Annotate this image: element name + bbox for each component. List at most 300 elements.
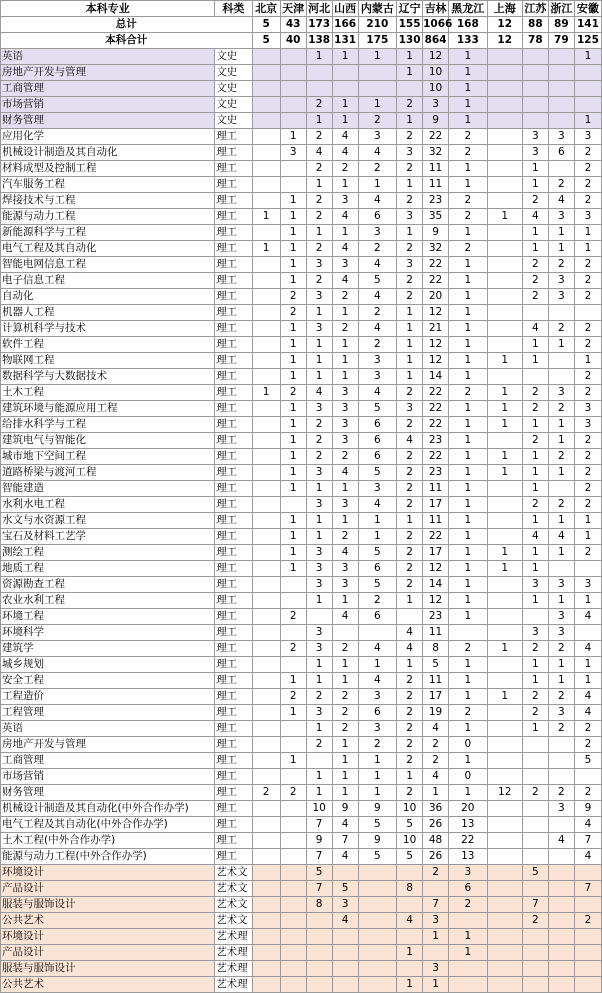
- quota-cell: 1: [548, 673, 574, 689]
- table-row: [1, 465, 602, 481]
- quota-cell: [280, 593, 306, 609]
- quota-cell: 1: [397, 65, 423, 81]
- quota-cell: 3: [306, 641, 332, 657]
- quota-cell: [358, 625, 396, 641]
- category-cell: 理工: [215, 785, 252, 801]
- quota-cell: 2: [306, 417, 332, 433]
- quota-cell: [252, 817, 280, 833]
- table-row: [1, 593, 602, 609]
- quota-cell: 4: [358, 145, 396, 161]
- quota-cell: [332, 945, 358, 961]
- major-name: 物联网工程: [1, 353, 215, 369]
- major-name: 计算机科学与技术: [1, 321, 215, 337]
- quota-cell: 1: [548, 593, 574, 609]
- quota-cell: [252, 625, 280, 641]
- quota-cell: 4: [332, 609, 358, 625]
- quota-cell: 3: [397, 145, 423, 161]
- quota-cell: 1: [522, 417, 548, 433]
- quota-cell: 1: [487, 401, 522, 417]
- quota-cell: [548, 865, 574, 881]
- quota-cell: 11: [423, 513, 449, 529]
- quota-cell: [548, 881, 574, 897]
- quota-cell: 3: [574, 209, 601, 225]
- quota-cell: 4: [397, 641, 423, 657]
- quota-cell: 3: [332, 433, 358, 449]
- quota-cell: 1: [280, 353, 306, 369]
- total-value: 88: [522, 17, 548, 33]
- quota-cell: 4: [358, 385, 396, 401]
- quota-cell: 1: [397, 513, 423, 529]
- quota-cell: [252, 465, 280, 481]
- quota-cell: 3: [522, 129, 548, 145]
- quota-cell: 3: [548, 385, 574, 401]
- category-cell: 理工: [215, 177, 252, 193]
- province-header: 河北: [308, 2, 331, 15]
- quota-cell: 1: [397, 977, 423, 993]
- quota-cell: [252, 801, 280, 817]
- category-cell: 理工: [215, 641, 252, 657]
- table-row: [1, 401, 602, 417]
- total-value: 864: [423, 33, 449, 49]
- quota-cell: 3: [306, 577, 332, 593]
- quota-cell: 1: [449, 929, 487, 945]
- table-row: [1, 897, 602, 913]
- quota-cell: [487, 881, 522, 897]
- quota-cell: [487, 673, 522, 689]
- quota-cell: 1: [397, 945, 423, 961]
- table-row: [1, 497, 602, 513]
- major-name: 公共艺术: [1, 913, 215, 929]
- quota-cell: 1: [306, 225, 332, 241]
- quota-cell: 3: [306, 401, 332, 417]
- major-name: 财务管理: [1, 113, 215, 129]
- quota-cell: 2: [306, 273, 332, 289]
- quota-cell: [487, 289, 522, 305]
- quota-cell: 3: [423, 913, 449, 929]
- quota-cell: 3: [306, 465, 332, 481]
- table-row: [1, 801, 602, 817]
- quota-cell: 4: [574, 705, 601, 721]
- quota-cell: 7: [574, 833, 601, 849]
- major-name: 宝石及材料工艺学: [1, 529, 215, 545]
- quota-cell: 2: [306, 129, 332, 145]
- quota-cell: 2: [397, 785, 423, 801]
- category-cell: 理工: [215, 305, 252, 321]
- major-name: 机械设计制造及其自动化(中外合作办学): [1, 801, 215, 817]
- quota-cell: [522, 737, 548, 753]
- quota-cell: 3: [548, 609, 574, 625]
- quota-cell: [358, 913, 396, 929]
- quota-cell: [280, 657, 306, 673]
- major-name: 房地产开发与管理: [1, 737, 215, 753]
- quota-cell: 1: [574, 225, 601, 241]
- quota-cell: 3: [548, 625, 574, 641]
- quota-cell: 2: [449, 705, 487, 721]
- quota-cell: 10: [306, 801, 332, 817]
- quota-cell: 1: [280, 705, 306, 721]
- quota-cell: 4: [574, 817, 601, 833]
- quota-cell: 5: [423, 657, 449, 673]
- quota-cell: 2: [574, 721, 601, 737]
- quota-cell: 6: [449, 881, 487, 897]
- quota-cell: 1: [280, 465, 306, 481]
- quota-cell: 1: [574, 593, 601, 609]
- table-row: [1, 721, 602, 737]
- quota-cell: 12: [423, 49, 449, 65]
- quota-cell: 4: [548, 193, 574, 209]
- quota-cell: [397, 961, 423, 977]
- quota-cell: [522, 97, 548, 113]
- quota-cell: 1: [306, 369, 332, 385]
- quota-cell: [252, 849, 280, 865]
- quota-cell: [522, 49, 548, 65]
- category-cell: 理工: [215, 513, 252, 529]
- category-cell: 理工: [215, 225, 252, 241]
- quota-cell: 9: [574, 801, 601, 817]
- quota-cell: 2: [548, 177, 574, 193]
- quota-cell: 1: [548, 465, 574, 481]
- quota-cell: 1: [280, 241, 306, 257]
- quota-cell: 3: [548, 273, 574, 289]
- quota-cell: 17: [423, 545, 449, 561]
- quota-cell: 1: [449, 369, 487, 385]
- table-row: [1, 977, 602, 993]
- quota-cell: 2: [574, 273, 601, 289]
- table-row: [1, 881, 602, 897]
- quota-cell: [574, 305, 601, 321]
- quota-cell: [306, 945, 332, 961]
- quota-cell: 3: [332, 193, 358, 209]
- quota-cell: 4: [358, 321, 396, 337]
- quota-cell: 1: [574, 673, 601, 689]
- quota-cell: [252, 753, 280, 769]
- quota-cell: 1: [332, 513, 358, 529]
- quota-cell: [252, 833, 280, 849]
- quota-cell: [306, 929, 332, 945]
- major-name: 自动化: [1, 289, 215, 305]
- quota-cell: [487, 753, 522, 769]
- quota-cell: [280, 161, 306, 177]
- quota-cell: 2: [397, 481, 423, 497]
- table-row: [1, 609, 602, 625]
- table-row: [1, 545, 602, 561]
- major-name: 电气工程及其自动化(中外合作办学): [1, 817, 215, 833]
- quota-cell: 2: [423, 737, 449, 753]
- quota-cell: 2: [332, 289, 358, 305]
- category-cell: 理工: [215, 401, 252, 417]
- quota-cell: 2: [522, 257, 548, 273]
- quota-cell: [487, 913, 522, 929]
- quota-cell: [252, 417, 280, 433]
- quota-cell: [487, 145, 522, 161]
- quota-cell: [487, 241, 522, 257]
- total-label: 总计: [1, 17, 253, 33]
- total-label: 本科合计: [1, 33, 253, 49]
- quota-cell: [574, 625, 601, 641]
- quota-cell: [522, 753, 548, 769]
- quota-cell: 1: [280, 481, 306, 497]
- quota-cell: [252, 97, 280, 113]
- quota-cell: 2: [306, 193, 332, 209]
- major-name: 地质工程: [1, 561, 215, 577]
- quota-cell: [280, 81, 306, 97]
- quota-cell: 3: [358, 353, 396, 369]
- quota-cell: 2: [449, 193, 487, 209]
- quota-cell: 4: [574, 849, 601, 865]
- quota-cell: 1: [306, 721, 332, 737]
- quota-cell: 4: [548, 529, 574, 545]
- major-name: 机器人工程: [1, 305, 215, 321]
- category-column-header: 科类: [215, 1, 252, 17]
- quota-cell: 2: [522, 273, 548, 289]
- quota-cell: [252, 609, 280, 625]
- quota-cell: 1: [449, 529, 487, 545]
- quota-cell: 13: [449, 817, 487, 833]
- quota-cell: [487, 433, 522, 449]
- quota-cell: 1: [449, 481, 487, 497]
- quota-cell: 1: [449, 417, 487, 433]
- quota-cell: [487, 705, 522, 721]
- quota-cell: 3: [358, 369, 396, 385]
- quota-cell: [358, 865, 396, 881]
- quota-cell: 4: [332, 273, 358, 289]
- quota-cell: 2: [574, 385, 601, 401]
- quota-cell: 1: [449, 689, 487, 705]
- quota-cell: [280, 497, 306, 513]
- quota-cell: 1: [449, 657, 487, 673]
- quota-cell: [522, 305, 548, 321]
- quota-cell: 1: [522, 241, 548, 257]
- quota-cell: 1: [358, 785, 396, 801]
- quota-cell: 1: [449, 609, 487, 625]
- quota-cell: [449, 625, 487, 641]
- quota-cell: 3: [280, 145, 306, 161]
- quota-cell: 2: [548, 497, 574, 513]
- quota-cell: 26: [423, 817, 449, 833]
- major-name: 建筑环境与能源应用工程: [1, 401, 215, 417]
- category-cell: 理工: [215, 385, 252, 401]
- quota-cell: 5: [574, 753, 601, 769]
- quota-cell: 4: [332, 241, 358, 257]
- quota-cell: [487, 577, 522, 593]
- quota-cell: 3: [522, 625, 548, 641]
- major-name: 英语: [1, 721, 215, 737]
- quota-cell: [487, 225, 522, 241]
- quota-cell: [522, 769, 548, 785]
- quota-cell: 4: [397, 913, 423, 929]
- quota-cell: 1: [332, 593, 358, 609]
- quota-cell: 8: [397, 881, 423, 897]
- quota-cell: 3: [449, 865, 487, 881]
- quota-cell: 6: [358, 433, 396, 449]
- province-header: 江苏: [524, 2, 547, 15]
- quota-cell: 1: [449, 465, 487, 481]
- quota-cell: [252, 689, 280, 705]
- quota-cell: 9: [332, 801, 358, 817]
- quota-cell: [548, 353, 574, 369]
- province-header: 北京: [252, 1, 280, 17]
- category-cell: 艺术理: [215, 961, 252, 977]
- quota-cell: [522, 977, 548, 993]
- quota-cell: [280, 737, 306, 753]
- quota-cell: [548, 897, 574, 913]
- table-row: [1, 161, 602, 177]
- quota-cell: [487, 161, 522, 177]
- quota-cell: 1: [280, 401, 306, 417]
- quota-cell: 1: [487, 545, 522, 561]
- quota-cell: 1: [306, 513, 332, 529]
- major-name: 城市地下空间工程: [1, 449, 215, 465]
- quota-cell: [487, 817, 522, 833]
- quota-cell: 1: [306, 353, 332, 369]
- table-row: [1, 225, 602, 241]
- quota-cell: 13: [449, 849, 487, 865]
- total-value: 175: [358, 33, 396, 49]
- category-cell: 文史: [215, 49, 252, 65]
- quota-cell: 3: [397, 257, 423, 273]
- quota-cell: 9: [423, 225, 449, 241]
- major-name: 应用化学: [1, 129, 215, 145]
- major-name: 土木工程(中外合作办学): [1, 833, 215, 849]
- quota-cell: [252, 49, 280, 65]
- quota-cell: 5: [358, 817, 396, 833]
- quota-cell: 1: [358, 49, 396, 65]
- quota-cell: [252, 705, 280, 721]
- quota-cell: 2: [449, 241, 487, 257]
- major-name: 给排水科学与工程: [1, 417, 215, 433]
- quota-cell: 3: [332, 385, 358, 401]
- quota-cell: [487, 897, 522, 913]
- quota-cell: 2: [397, 673, 423, 689]
- quota-cell: [252, 865, 280, 881]
- quota-cell: [252, 497, 280, 513]
- quota-cell: 1: [397, 353, 423, 369]
- quota-cell: 1: [280, 433, 306, 449]
- quota-cell: 23: [423, 193, 449, 209]
- category-cell: 理工: [215, 193, 252, 209]
- table-row: [1, 65, 602, 81]
- quota-cell: 4: [522, 529, 548, 545]
- quota-cell: [358, 881, 396, 897]
- table-row: [1, 625, 602, 641]
- quota-cell: 12: [423, 305, 449, 321]
- quota-cell: 2: [574, 545, 601, 561]
- quota-cell: 5: [358, 545, 396, 561]
- total-value: 141: [574, 17, 601, 33]
- quota-cell: 2: [306, 241, 332, 257]
- quota-cell: [487, 113, 522, 129]
- quota-cell: 4: [358, 257, 396, 273]
- quota-cell: [252, 545, 280, 561]
- quota-cell: [574, 81, 601, 97]
- quota-cell: 7: [306, 849, 332, 865]
- quota-cell: 1: [449, 97, 487, 113]
- quota-cell: 1: [280, 225, 306, 241]
- table-row: [1, 929, 602, 945]
- major-name: 建筑电气与智能化: [1, 433, 215, 449]
- quota-cell: [423, 881, 449, 897]
- quota-cell: [252, 961, 280, 977]
- quota-cell: 3: [332, 401, 358, 417]
- major-name: 服装与服饰设计: [1, 961, 215, 977]
- quota-cell: 1: [306, 337, 332, 353]
- quota-cell: 1: [449, 577, 487, 593]
- total-value: 166: [332, 17, 358, 33]
- quota-cell: 1: [358, 97, 396, 113]
- quota-cell: [397, 929, 423, 945]
- quota-cell: 3: [332, 577, 358, 593]
- category-cell: 文史: [215, 113, 252, 129]
- quota-cell: 1: [280, 673, 306, 689]
- quota-cell: 1: [522, 353, 548, 369]
- quota-cell: [487, 337, 522, 353]
- quota-cell: [332, 977, 358, 993]
- quota-cell: 4: [332, 817, 358, 833]
- quota-cell: 19: [423, 705, 449, 721]
- quota-cell: [280, 881, 306, 897]
- category-cell: 理工: [215, 145, 252, 161]
- quota-cell: 1: [252, 209, 280, 225]
- quota-cell: 4: [397, 625, 423, 641]
- quota-cell: 1: [522, 225, 548, 241]
- table-row: [1, 321, 602, 337]
- quota-cell: 1: [487, 209, 522, 225]
- quota-cell: 4: [306, 385, 332, 401]
- quota-cell: 1: [358, 657, 396, 673]
- quota-cell: [252, 913, 280, 929]
- quota-cell: 1: [306, 785, 332, 801]
- quota-cell: 4: [332, 145, 358, 161]
- quota-cell: [522, 945, 548, 961]
- quota-cell: 17: [423, 497, 449, 513]
- quota-cell: 11: [423, 673, 449, 689]
- category-cell: 理工: [215, 529, 252, 545]
- quota-cell: 1: [449, 353, 487, 369]
- quota-cell: 2: [306, 449, 332, 465]
- quota-cell: [252, 337, 280, 353]
- category-cell: 理工: [215, 433, 252, 449]
- major-name: 房地产开发与管理: [1, 65, 215, 81]
- quota-cell: [306, 753, 332, 769]
- quota-cell: 3: [306, 625, 332, 641]
- quota-cell: 11: [423, 161, 449, 177]
- quota-cell: 2: [522, 641, 548, 657]
- quota-cell: 1: [548, 513, 574, 529]
- quota-cell: [548, 113, 574, 129]
- quota-cell: 1: [280, 513, 306, 529]
- total-value: 130: [397, 33, 423, 49]
- category-cell: 艺术文: [215, 897, 252, 913]
- quota-cell: 1: [280, 193, 306, 209]
- quota-cell: 1: [548, 433, 574, 449]
- quota-cell: [252, 721, 280, 737]
- quota-cell: 6: [358, 417, 396, 433]
- category-cell: 理工: [215, 417, 252, 433]
- quota-cell: 2: [449, 145, 487, 161]
- category-cell: 艺术理: [215, 977, 252, 993]
- total-value: 125: [574, 33, 601, 49]
- quota-cell: 1: [397, 337, 423, 353]
- table-row: [1, 81, 602, 97]
- quota-cell: 3: [574, 577, 601, 593]
- quota-cell: 1: [522, 161, 548, 177]
- category-cell: 文史: [215, 81, 252, 97]
- quota-cell: [487, 97, 522, 113]
- quota-cell: 2: [397, 753, 423, 769]
- quota-cell: [574, 769, 601, 785]
- quota-cell: 1: [574, 241, 601, 257]
- quota-cell: [574, 897, 601, 913]
